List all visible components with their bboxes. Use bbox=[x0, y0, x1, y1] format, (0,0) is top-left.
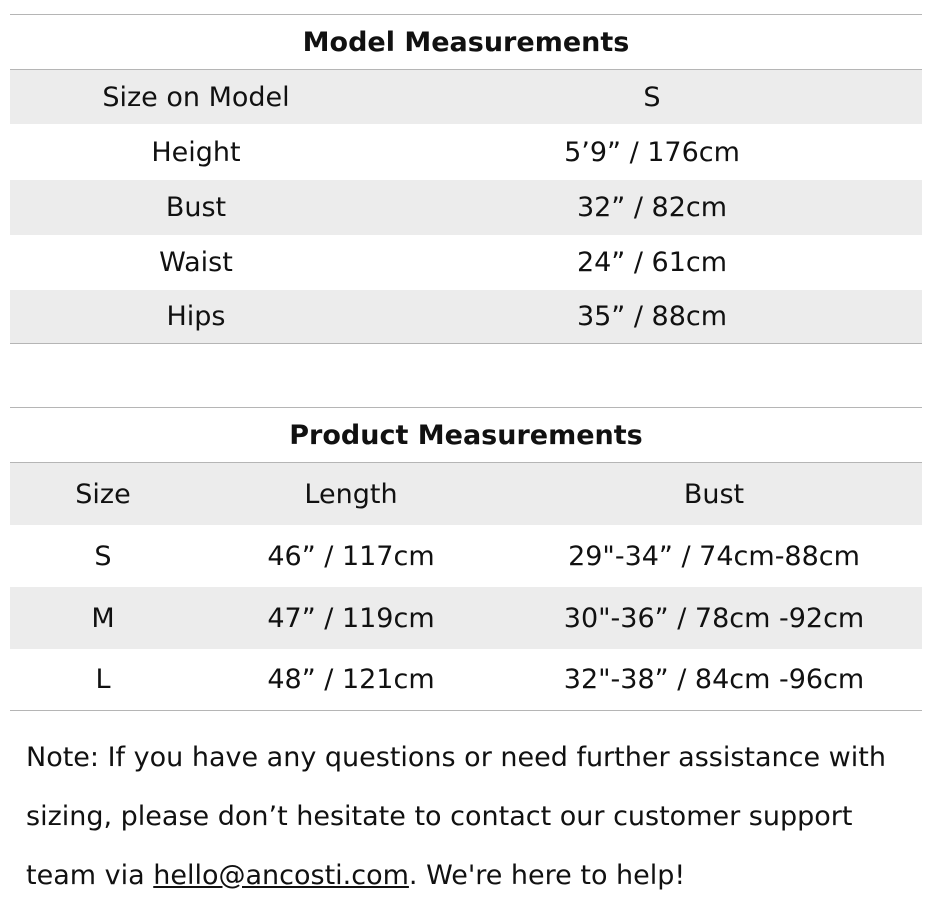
table-cell: 35” / 88cm bbox=[576, 301, 728, 332]
table-row bbox=[10, 70, 922, 124]
table-row bbox=[10, 587, 922, 649]
table-cell: Hips bbox=[166, 301, 226, 332]
model-measurements-title: Model Measurements bbox=[10, 15, 922, 70]
table-cell: 47” / 119cm bbox=[267, 602, 435, 634]
note-text-end: . We're here to help! bbox=[408, 860, 686, 891]
table-row bbox=[10, 290, 922, 343]
table-cell: 46” / 117cm bbox=[267, 540, 435, 572]
support-email-link[interactable]: hello@ancosti.com bbox=[153, 860, 409, 891]
table-cell: 48” / 121cm bbox=[267, 664, 435, 695]
table-cell: Waist bbox=[159, 247, 233, 278]
product-measurements-table bbox=[10, 407, 922, 711]
table-row bbox=[10, 180, 922, 235]
column-header: Length bbox=[304, 478, 398, 510]
table-cell: M bbox=[91, 602, 115, 634]
table-cell: 5’9” / 176cm bbox=[564, 136, 740, 168]
table-cell: Bust bbox=[165, 192, 227, 223]
product-measurements-title: Product Measurements bbox=[10, 408, 922, 463]
table-row bbox=[10, 235, 922, 290]
table-header-row bbox=[10, 463, 922, 525]
table-cell: 32” / 82cm bbox=[576, 192, 728, 223]
table-row bbox=[10, 525, 922, 587]
support-note bbox=[26, 728, 926, 905]
column-header: Size bbox=[75, 478, 131, 510]
table-cell: S bbox=[643, 81, 661, 113]
column-header: Bust bbox=[683, 478, 745, 510]
table-cell: Size on Model bbox=[102, 81, 290, 113]
table-cell: 30"-36” / 78cm -92cm bbox=[563, 602, 865, 634]
table-cell: L bbox=[95, 664, 111, 695]
table-cell: 32"-38” / 84cm -96cm bbox=[563, 664, 865, 695]
table-cell: Height bbox=[151, 136, 241, 168]
table-cell: 29"-34” / 74cm-88cm bbox=[568, 540, 860, 572]
table-row bbox=[10, 649, 922, 710]
model-measurements-table bbox=[10, 14, 922, 344]
table-cell: 24” / 61cm bbox=[576, 247, 728, 278]
table-cell: S bbox=[94, 540, 112, 572]
table-row bbox=[10, 124, 922, 180]
note-text: Note: If you have any questions or need further assistance with sizing, please don’t hesitate to contact our customer support team via bbox=[26, 742, 886, 891]
